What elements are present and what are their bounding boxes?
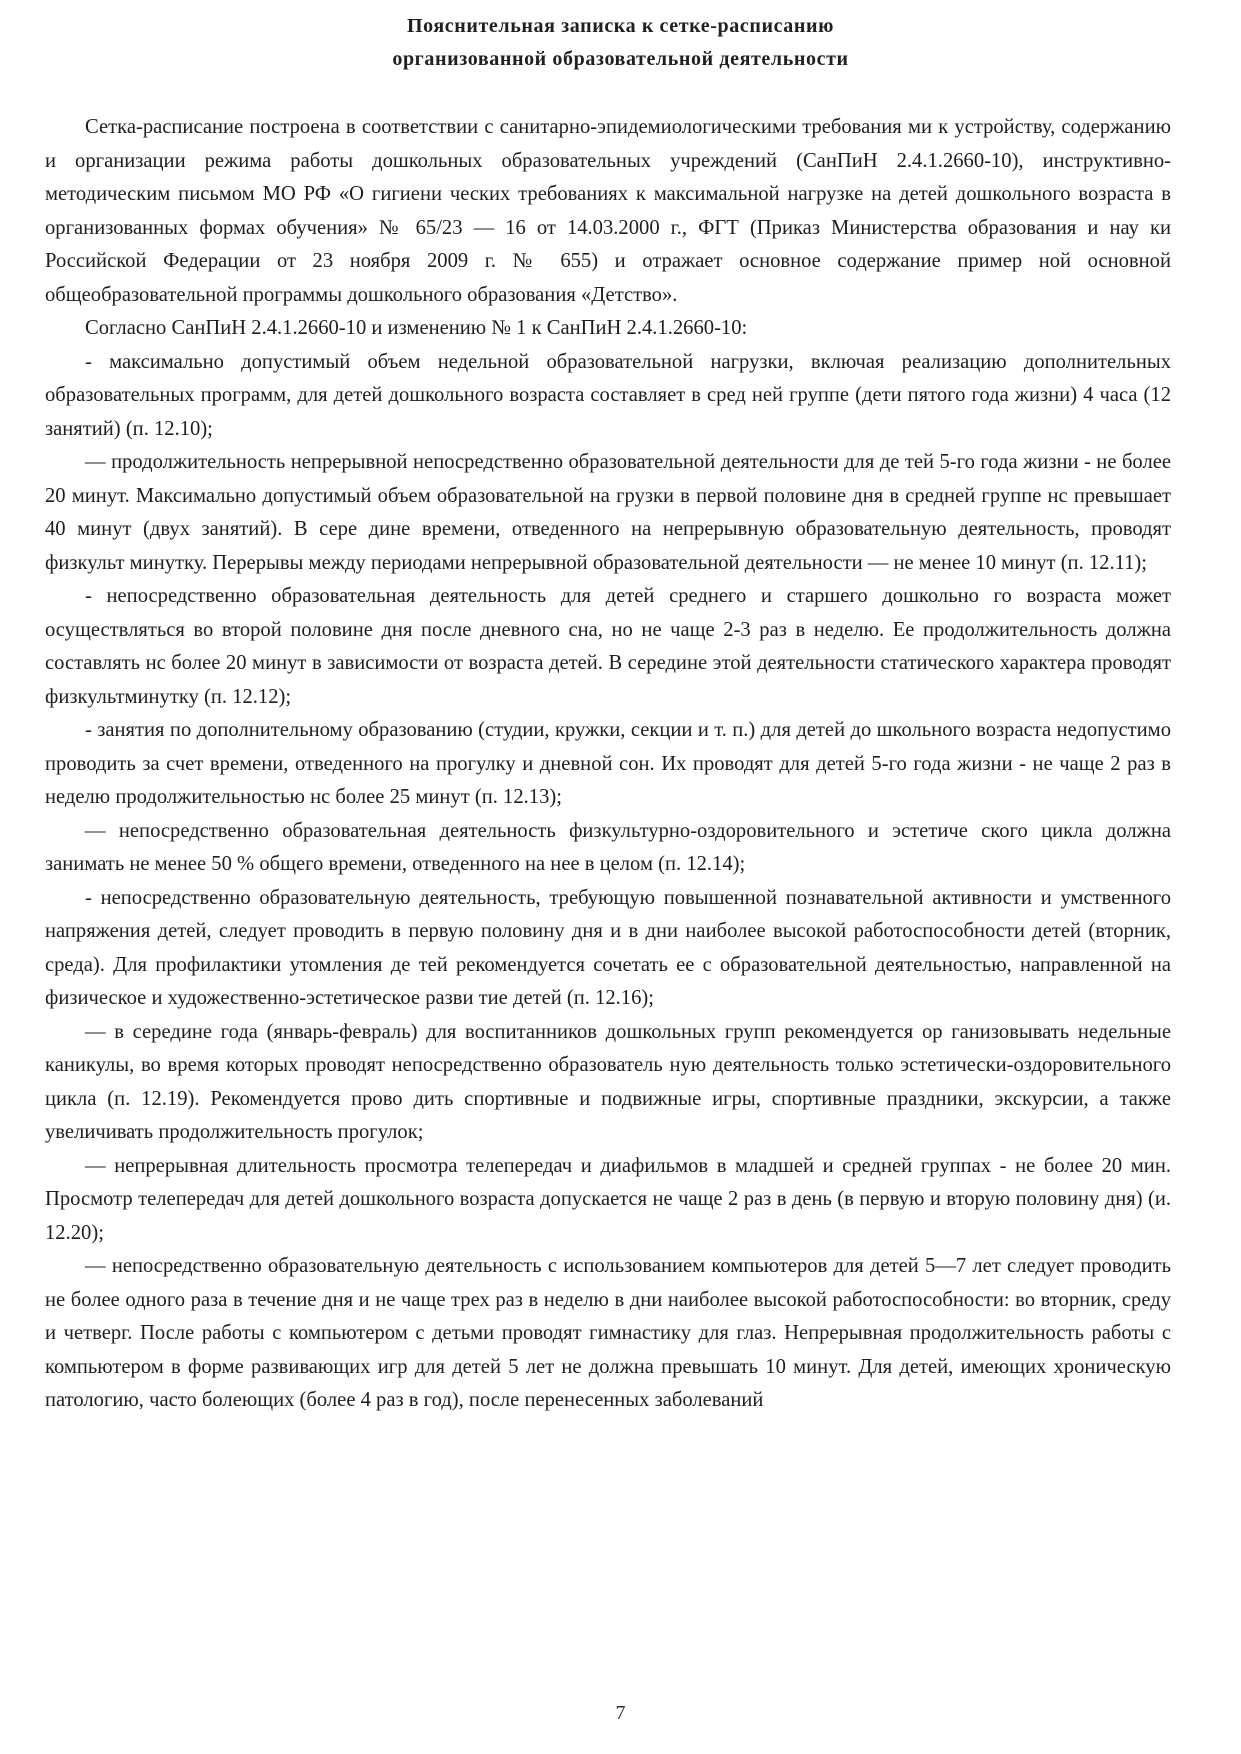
page-number: 7 — [615, 1702, 626, 1724]
list-item: - занятия по дополнительному образованию (студии, кружки, секции и т. п.) для детей до школьного возраста недопустимо проводить за счет времени, отведенного на прогулку и дневной сон. Их проводят для детей 5-го года жизни - не чаще 2 раз в неделю продолжительностью нс более 25 минут (п. 12.13); — [45, 719, 1171, 808]
list-item: — в середине года (январь-февраль) для воспитанников дошкольных групп рекомендуется ор ганизовывать недельные каникулы, во время которых проводят непосредственно образователь ную деятельность только эстетически-оздоровительного цикла (п. 12.19). Рекомендуется прово дить спортивные и подвижные игры, спортивные праздники, экскурсии, а также увеличивать продолжительность прогулок; — [45, 1020, 1171, 1143]
lead-paragraph: Согласно СанПиН 2.4.1.2660-10 и изменению № 1 к СанПиН 2.4.1.2660-10: — [85, 317, 748, 339]
list-item: - максимально допустимый объем недельной образовательной нагрузки, включая реализацию дополнительных образовательных программ, для детей дошкольного возраста составляет в сред ней группе (дети пятого года жизни) 4 часа (12 занятий) (п. 12.10); — [45, 350, 1171, 440]
title-line-1: Пояснительная записка к сетке-расписанию — [406, 15, 835, 37]
title-line-2: организованной образовательной деятельности — [392, 48, 849, 70]
page-title — [0, 10, 1241, 76]
list-item: - непосредственно образовательную деятельность, требующую повышенной познавательной активности и умственного напряжения детей, следует проводить в первую половину дня и в дни наиболее высокой работоспособности детей (вторник, среда). Для профилактики утомления де тей рекомендуется сочетать ее с образовательной деятельностью, направленной на физическое и художественно-эстетическое разви тие детей (п. 12.16); — [45, 886, 1171, 1009]
document-body — [45, 111, 1171, 1418]
intro-paragraph: Сетка-расписание построена в соответствии с санитарно-эпидемиологическими требования ми к устройству, содержанию и организации режима работы дошкольных образовательных учреждений (СанПиН 2.4.1.2660-10), инструктивно-методическим письмом МО РФ «О гигиени ческих требованиях к максимальной нагрузке на детей дошкольного возраста в организованных формах обучения» № 65/23 — 16 от 14.03.2000 г., ФГТ (Приказ Министерства образования и нау ки Российской Федерации от 23 ноября 2009 г. № 655) и отражает основное содержание пример ной основной общеобразовательной программы дошкольного образования «Детство». — [45, 116, 1171, 306]
list-item: - непосредственно образовательная деятельность для детей среднего и старшего дошкольно го возраста может осуществляться во второй половине дня после дневного сна, но не чаще 2-3 раз в неделю. Ее продолжительность должна составлять нс более 20 минут в зависимости от возраста детей. В середине этой деятельности статического характера проводят физкультминутку (п. 12.12); — [45, 585, 1171, 708]
list-item: — непосредственно образовательную деятельность с использованием компьютеров для детей 5—7 лет следует проводить не более одного раза в течение дня и не чаще трех раз в неделю в дни наиболее высокой работоспособности: во вторник, среду и четверг. После работы с компьютером с детьми проводят гимнастику для глаз. Непрерывная продолжительность работы с компьютером в форме развивающих игр для детей 5 лет не должна превышать 10 минут. Для детей, имеющих хроническую патологию, часто болеющих (более 4 раз в год), после перенесенных заболеваний — [45, 1255, 1171, 1411]
list-item: — продолжительность непрерывной непосредственно образовательной деятельности для де тей 5-го года жизни - не более 20 минут. Максимально допустимый объем образовательной на грузки в первой половине дня в средней группе нс превышает 40 минут (двух занятий). В сере дине времени, отведенного на непрерывную образовательную деятельность, проводят физкульт минутку. Перерывы между периодами непрерывной образовательной деятельности — не менее 10 минут (п. 12.11); — [45, 451, 1171, 574]
list-item: — непрерывная длительность просмотра телепередач и диафильмов в младшей и средней группах - не более 20 мин. Просмотр телепередач для детей дошкольного возраста допускается не чаще 2 раз в день (в первую и вторую половину дня) (и. 12.20); — [45, 1154, 1171, 1244]
list-item: — непосредственно образовательная деятельность физкультурно-оздоровительного и эстетиче ского цикла должна занимать не менее 50 % общего времени, отведенного на нее в целом (п. 12.14); — [45, 819, 1171, 875]
